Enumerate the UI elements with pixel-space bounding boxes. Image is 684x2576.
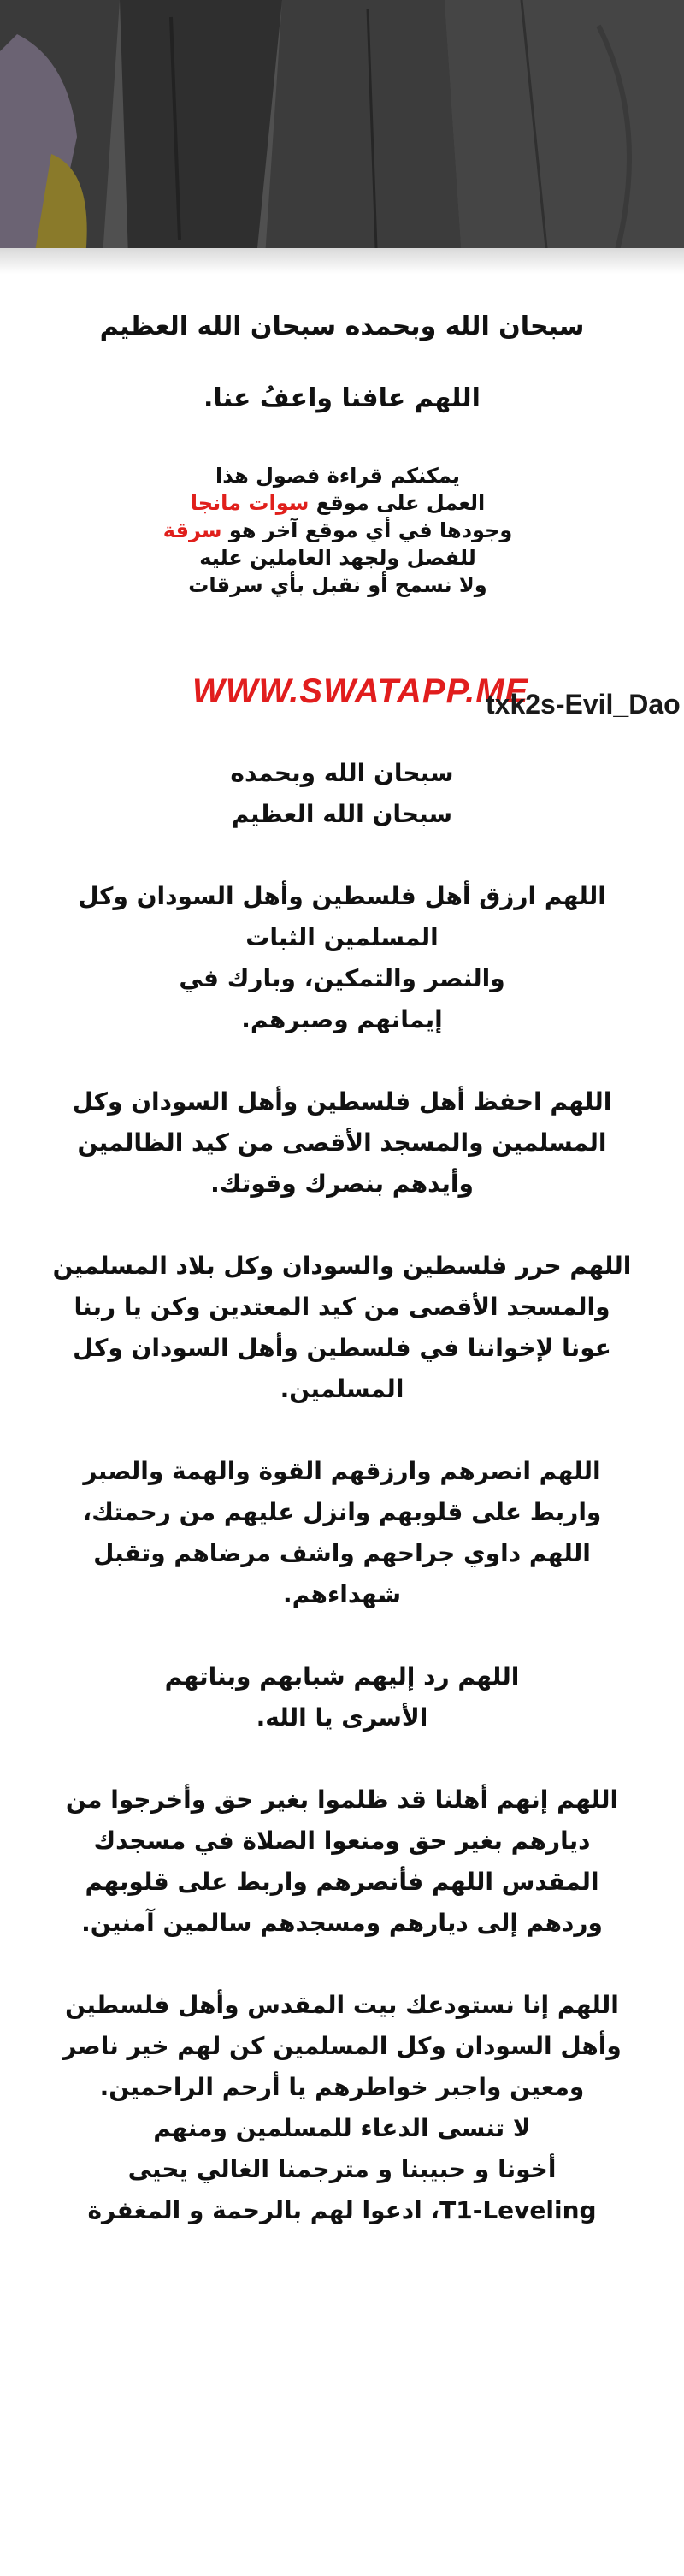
copyright-warning (137, 462, 539, 599)
prayer-line: اللهم حرر فلسطين والسودان وكل بلاد المسلمين (52, 1252, 632, 1280)
warning-line: العمل على موقع سوات مانجا (190, 491, 486, 515)
prayer-paragraph (34, 1081, 650, 1205)
warning-line: ولا نسمح أو نقبل بأي سرقات (188, 573, 487, 597)
prayer-line: والنصر والتمكين، وبارك في (179, 964, 505, 992)
prayer-line: ومعين واجبر خواطرهم يا أرحم الراحمين. (99, 2073, 585, 2101)
prayer-paragraph (34, 1656, 650, 1738)
warning-line: للفصل ولجهد العاملين عليه (199, 546, 476, 570)
panel-fade (0, 248, 684, 274)
prayer-line: سبحان الله العظيم (231, 800, 453, 828)
prayer-line: وردهم إلى ديارهم ومسجدهم سالمين آمنين. (81, 1909, 603, 1937)
prayer-paragraph (34, 876, 650, 1040)
prayer-paragraph (34, 1246, 650, 1410)
prayer-paragraph (34, 1780, 650, 1944)
prayer-line: واربط على قلوبهم وانزل عليهم من رحمتك، (82, 1498, 602, 1526)
header-notice (0, 308, 684, 417)
warning-line: يمكنكم قراءة فصول هذا (215, 464, 460, 488)
prayer-line: اللهم ارزق أهل فلسطين وأهل السودان وكل (78, 882, 606, 910)
prayer-line: وأهل السودان وكل المسلمين كن لهم خير ناصر (62, 2032, 622, 2060)
manga-panel-image (0, 0, 684, 257)
warning-line: وجودها في أي موقع آخر هو سرقة (162, 518, 513, 542)
prayer-line: شهداءهم. (282, 1580, 402, 1608)
prayer-line: المسلمين. (280, 1375, 404, 1403)
prayer-paragraph (34, 1451, 650, 1615)
prayer-line: المسلمين الثبات (245, 923, 439, 951)
prayer-line: أخونا و حبيبنا و مترجمنا الغالي يحيى (127, 2155, 557, 2183)
prayer-line: وأيدهم بنصرك وقوتك. (210, 1170, 474, 1198)
prayer-line: اللهم احفظ أهل فلسطين وأهل السودان وكل (72, 1087, 612, 1116)
prayer-line: اللهم داوي جراحهم واشف مرضاهم وتقبل (93, 1539, 591, 1567)
prayer-line: والمسجد الأقصى من كيد المعتدين وكن يا ربنا (74, 1293, 610, 1321)
notice-line-1: سبحان الله وبحمده سبحان الله العظيم (99, 311, 585, 341)
prayer-line: الأسرى يا الله. (256, 1703, 428, 1732)
prayer-paragraph (34, 753, 650, 835)
prayer-line: اللهم انصرهم وارزقهم القوة والهمة والصبر (83, 1457, 601, 1485)
prayer-line: إيمانهم وصبرهم. (241, 1005, 443, 1033)
prayer-paragraph (34, 1985, 650, 2231)
translator-credit: txk2s-Evil_Dao (486, 689, 681, 720)
prayer-line: لا تنسى الدعاء للمسلمين ومنهم (153, 2114, 531, 2142)
prayer-line: المقدس اللهم فأنصرهم واربط على قلوبهم (85, 1868, 599, 1896)
prayer-line: اللهم رد إليهم شبابهم وبناتهم (164, 1662, 520, 1691)
prayer-line: سبحان الله وبحمده (230, 759, 454, 787)
prayer-line: ديارهم بغير حق ومنعوا الصلاة في مسجدك (93, 1827, 591, 1855)
notice-line-2: اللهم عافنا واعفُ عنا. (203, 383, 481, 413)
prayers-section (34, 753, 650, 2272)
site-url-link[interactable]: WWW.SWATAPP.ME (192, 672, 529, 710)
prayer-line: اللهم إنا نستودعك بيت المقدس وأهل فلسطين (65, 1991, 619, 2019)
prayer-line: المسلمين والمسجد الأقصى من كيد الظالمين (77, 1128, 607, 1157)
prayer-line: T1-Leveling، ادعوا لهم بالرحمة و المغفرة (87, 2196, 597, 2224)
prayer-line: اللهم إنهم أهلنا قد ظلموا بغير حق وأخرجوا من (65, 1785, 619, 1814)
prayer-line: عونا لإخواننا في فلسطين وأهل السودان وكل (73, 1334, 611, 1362)
